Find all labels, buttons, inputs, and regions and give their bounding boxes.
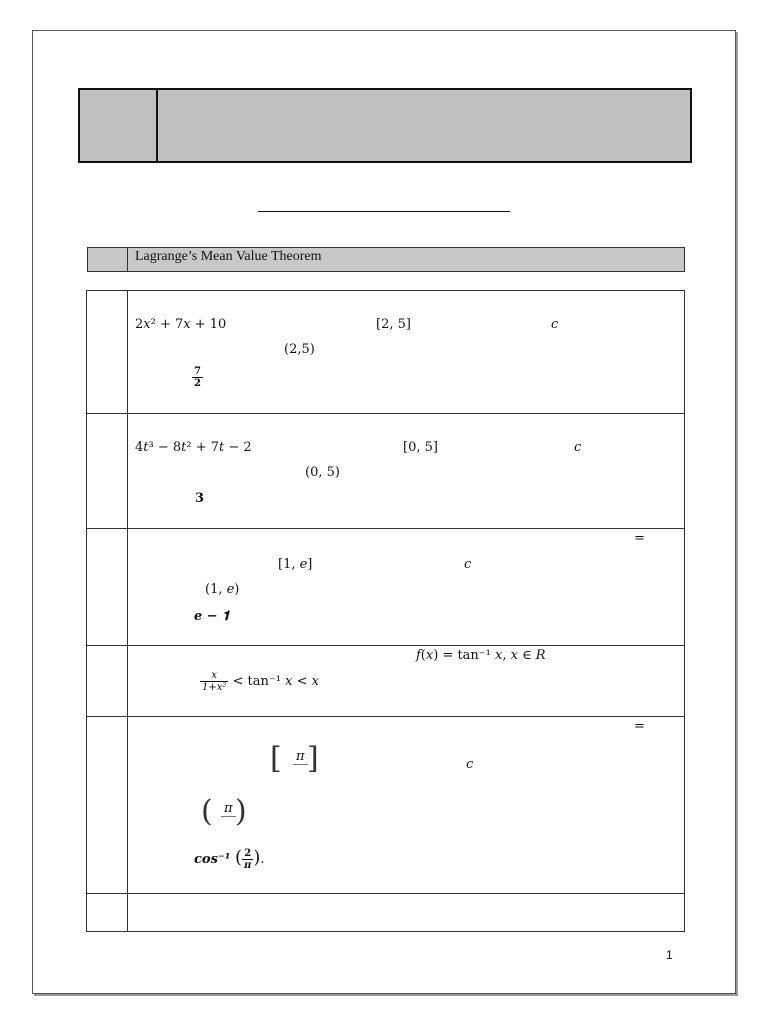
header-box (78, 88, 692, 163)
q5-open-right-paren: ) (235, 794, 247, 829)
q4-inequality (200, 670, 319, 693)
question-number-cell (87, 717, 128, 894)
q1-answer-den: 2 (194, 378, 201, 389)
q2-c: 𝑐 (574, 440, 582, 455)
q5-interval-right-bracket: ] (307, 741, 319, 776)
q2-answer: 3 (195, 491, 205, 506)
q3-interval: [1, 𝑒] (278, 557, 313, 572)
question-number-cell (87, 291, 128, 414)
q5-open-pi: π (221, 801, 236, 817)
q1-c: 𝑐 (551, 317, 559, 332)
question-content-cell (128, 717, 685, 894)
section-bar (87, 247, 685, 272)
q5-answer-den: π (244, 860, 252, 871)
q5-answer-suffix: . (260, 852, 265, 867)
question-number-cell (87, 414, 128, 529)
q3-c: 𝑐 (464, 557, 472, 572)
q3-equals: = (634, 531, 645, 546)
header-left-cell (80, 90, 158, 161)
q5-answer: 𝒄𝒐𝒔⁻¹ ( $\frac{2}{\pi}$ ). (194, 847, 265, 871)
question-row (87, 291, 685, 414)
question-number-cell (87, 529, 128, 646)
question-row (87, 646, 685, 717)
q5-open-left-paren: ( (201, 794, 213, 829)
q4-inequality-rest: < tan⁻¹ 𝑥 < 𝑥 (232, 674, 319, 689)
questions-table (86, 290, 685, 932)
q4-function: 𝑓(𝑥) = tan⁻¹ 𝑥, 𝑥 ∈ 𝑅 (416, 648, 546, 663)
q3-answer: 𝒆 − 𝟏 (194, 609, 230, 624)
q1-answer (192, 366, 203, 389)
q5-equals: = (634, 719, 645, 734)
q5-open-fraction (221, 801, 236, 827)
question-row (87, 894, 685, 932)
q5-interval-pi: π (293, 749, 308, 765)
q5-interval-left-bracket: [ (270, 741, 282, 776)
q5-answer-num: 2 (242, 848, 253, 860)
section-title: Lagrange’s Mean Value Theorem (135, 249, 322, 264)
question-content-cell (128, 291, 685, 414)
question-number-cell (87, 894, 128, 932)
question-row (87, 414, 685, 529)
q2-interval: [0, 5] (403, 440, 438, 455)
question-content-cell (128, 529, 685, 646)
q1-open-interval: (2,5) (284, 342, 315, 357)
q3-open-interval: (1, 𝑒) (205, 582, 240, 597)
question-content-cell (128, 646, 685, 717)
section-number-cell (88, 248, 128, 271)
question-number-cell (87, 646, 128, 717)
q5-answer-prefix: 𝒄𝒐𝒔⁻¹ (194, 852, 231, 867)
question-row (87, 529, 685, 646)
q1-interval: [2, 5] (376, 317, 411, 332)
q5-interval-fraction (293, 749, 308, 775)
q4-ineq-num: 𝑥 (200, 670, 228, 682)
page-number: 1 (666, 948, 673, 962)
q4-ineq-den: 1+𝑥² (202, 682, 227, 693)
title-underline (258, 211, 510, 212)
question-content-cell (128, 894, 685, 932)
question-content-cell (128, 414, 685, 529)
question-row (87, 717, 685, 894)
q2-function: 4𝑡³ − 8𝑡² + 7𝑡 − 2 (135, 440, 252, 455)
q1-function: 2𝑥² + 7𝑥 + 10 (135, 317, 227, 332)
q1-answer-num: 7 (194, 366, 201, 377)
q5-c: 𝑐 (466, 757, 474, 772)
q2-open-interval: (0, 5) (305, 465, 340, 480)
